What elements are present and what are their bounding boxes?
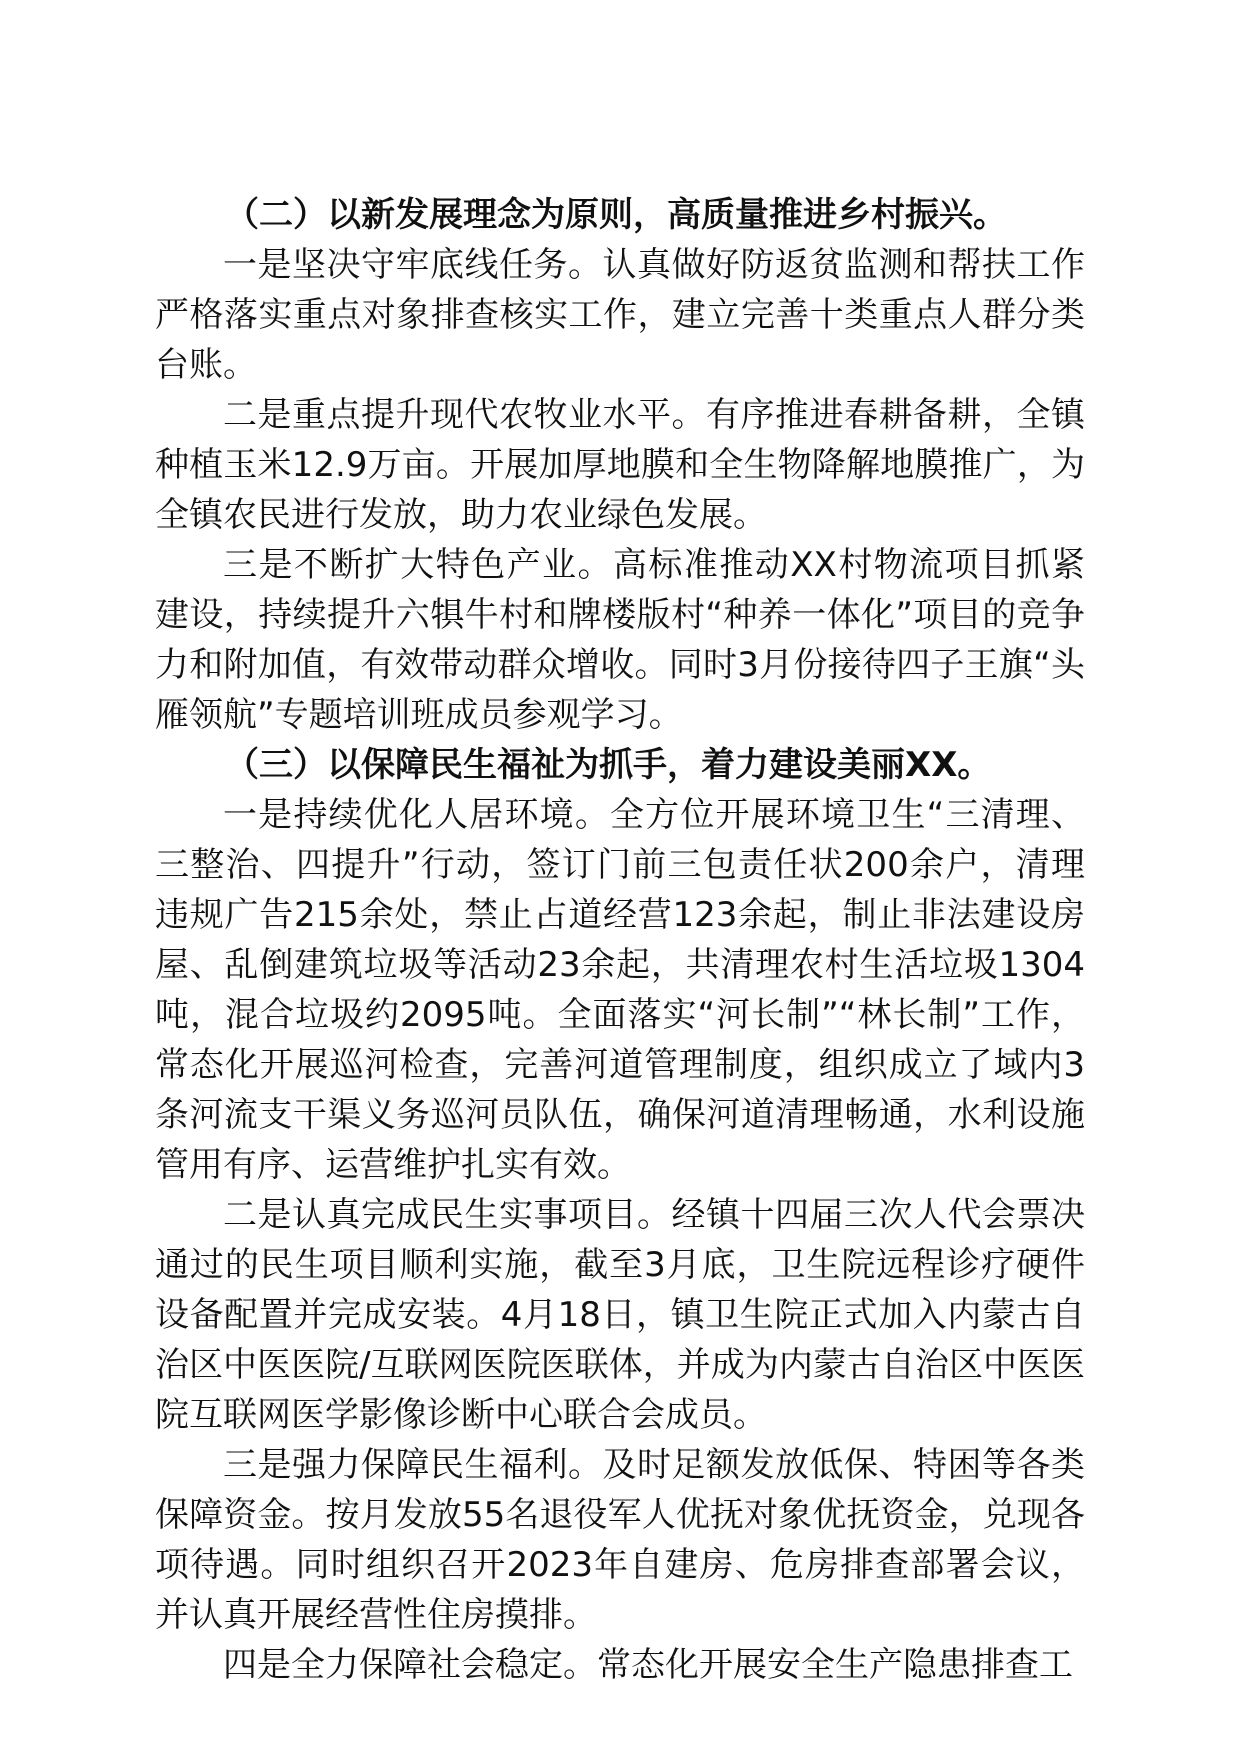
paragraph-bottom-line-tasks: 一是坚决守牢底线任务。认真做好防返贫监测和帮扶工作严格落实重点对象排查核实工作，建立完善十类重点人群分类台账。 — [155, 245, 1085, 385]
paragraph-social-stability: 四是全力保障社会稳定。常态化开展安全生产隐患排查工 — [223, 1645, 1073, 1685]
paragraph-characteristic-industry: 三是不断扩大特色产业。高标准推动XX村物流项目抓紧建设，持续提升六犋牛村和牌楼版村“种养一体化”项目的竞争力和附加值，有效带动群众增收。同时3月份接待四子王旗“头雁领航”专题培训班成员参观学习。 — [155, 545, 1085, 735]
document-page — [155, 190, 1085, 1690]
paragraph-livelihood-welfare: 三是强力保障民生福利。及时足额发放低保、特困等各类保障资金。按月发放55名退役军人优抚对象优抚资金，兑现各项待遇。同时组织召开2023年自建房、危房排查部署会议，并认真开展经营性住房摸排。 — [155, 1445, 1085, 1635]
paragraph-living-environment: 一是持续优化人居环境。全方位开展环境卫生“三清理、三整治、四提升”行动，签订门前三包责任状200余户，清理违规广告215余处，禁止占道经营123余起，制止非法建设房屋、乱倒建筑垃圾等活动23余起，共清理农村生活垃圾1304吨，混合垃圾约2095吨。全面落实“河长制”“林长制”工作，常态化开展巡河检查，完善河道管理制度，组织成立了域内3条河流支干渠义务巡河员队伍，确保河道清理畅通，水利设施管用有序、运营维护扎实有效。 — [155, 795, 1085, 1185]
section-heading-2: （二）以新发展理念为原则，高质量推进乡村振兴。 — [225, 195, 1007, 235]
paragraph-modern-agriculture: 二是重点提升现代农牧业水平。有序推进春耕备耕，全镇种植玉米12.9万亩。开展加厚地膜和全生物降解地膜推广，为全镇农民进行发放，助力农业绿色发展。 — [155, 395, 1085, 535]
section-heading-3: （三）以保障民生福祉为抓手，着力建设美丽XX。 — [225, 745, 992, 785]
paragraph-livelihood-projects: 二是认真完成民生实事项目。经镇十四届三次人代会票决通过的民生项目顺利实施，截至3月底，卫生院远程诊疗硬件设备配置并完成安装。4月18日，镇卫生院正式加入内蒙古自治区中医医院/互联网医院医联体，并成为内蒙古自治区中医医院互联网医学影像诊断中心联合会成员。 — [155, 1195, 1085, 1435]
